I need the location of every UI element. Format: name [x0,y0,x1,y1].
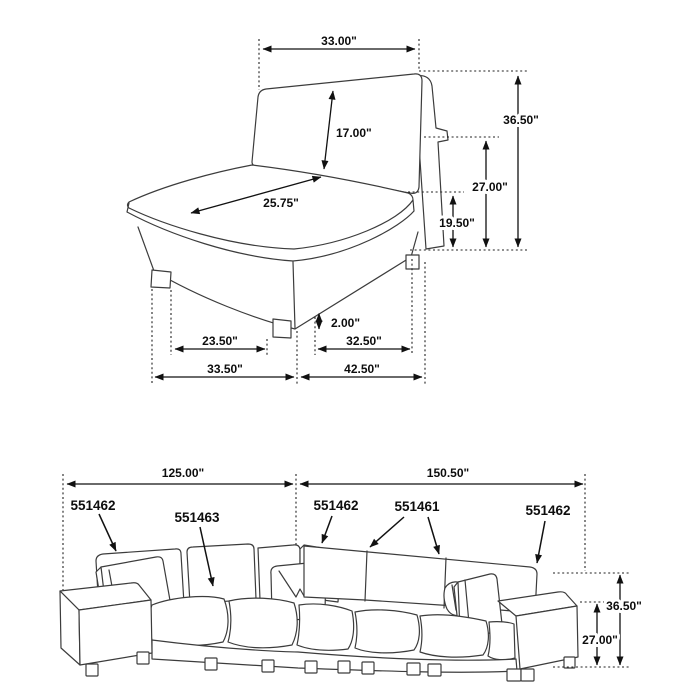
dim-leg-height-label: 2.00" [331,316,361,330]
dim-overall-height-label: 36.50" [503,113,539,127]
dim-seat-depth-label: 25.75" [263,196,299,210]
sofa-leg [407,663,420,675]
sectional-diagram [60,466,642,681]
sofa-seat-cushion [228,598,297,648]
dim-base-depth-label: 32.50" [346,334,382,348]
sofa-seat-cushion [488,622,515,660]
sofa-back-cushion [187,544,256,604]
sofa-leg [205,658,217,670]
dim-right-length-label: 150.50" [426,466,470,480]
sofa-seat-cushion [420,615,488,657]
sofa-seat-cushion [149,597,228,646]
sofa-leg [137,652,149,664]
sofa-leg [428,664,441,676]
sofa-leg [338,661,350,673]
chair-leg [151,270,171,288]
dim-front-leg-spacing-label: 23.50" [202,334,238,348]
chair-leg [406,255,419,269]
dim-arm-height-label: 27.00" [582,633,618,647]
chair-base-seam [293,262,295,328]
sku-label-left-corner: 551462 [70,498,116,513]
sofa-seat-cushion [297,604,354,650]
sofa-leg [262,660,274,672]
sofa-seat-cushion [355,610,419,653]
sku-leader [370,517,404,547]
chair-leg [273,319,291,338]
dim-overall-height-label: 36.50" [606,599,642,613]
sku-leader [322,516,332,543]
dim-back-cushion-label: 17.00" [336,126,372,140]
sofa-leg [362,662,374,674]
dim-seat-height-label: 19.50" [439,216,475,230]
sku-leader [428,517,439,554]
sku-label-left-armless: 551463 [174,510,220,525]
sofa-leg [86,664,98,676]
sofa-leg [521,669,534,681]
dim-overall-width-label: 33.50" [207,362,243,376]
dim-back-width-label: 33.00" [321,34,357,48]
sectional-sofa-drawing [60,544,578,681]
dim-overall-depth-label: 42.50" [344,362,380,376]
sku-label-middle-armless: 551461 [394,499,440,514]
sku-label-corner: 551462 [313,498,359,513]
sku-label-right-corner: 551462 [525,503,571,518]
dim-back-height-label: 27.00" [472,180,508,194]
sofa-leg [507,669,521,681]
sofa-leg [564,657,575,668]
sofa-leg [305,661,317,673]
sku-leader [537,521,545,563]
dim-left-length-label: 125.00" [161,466,205,480]
armless-chair-diagram [127,34,539,384]
sku-leader [99,514,116,551]
